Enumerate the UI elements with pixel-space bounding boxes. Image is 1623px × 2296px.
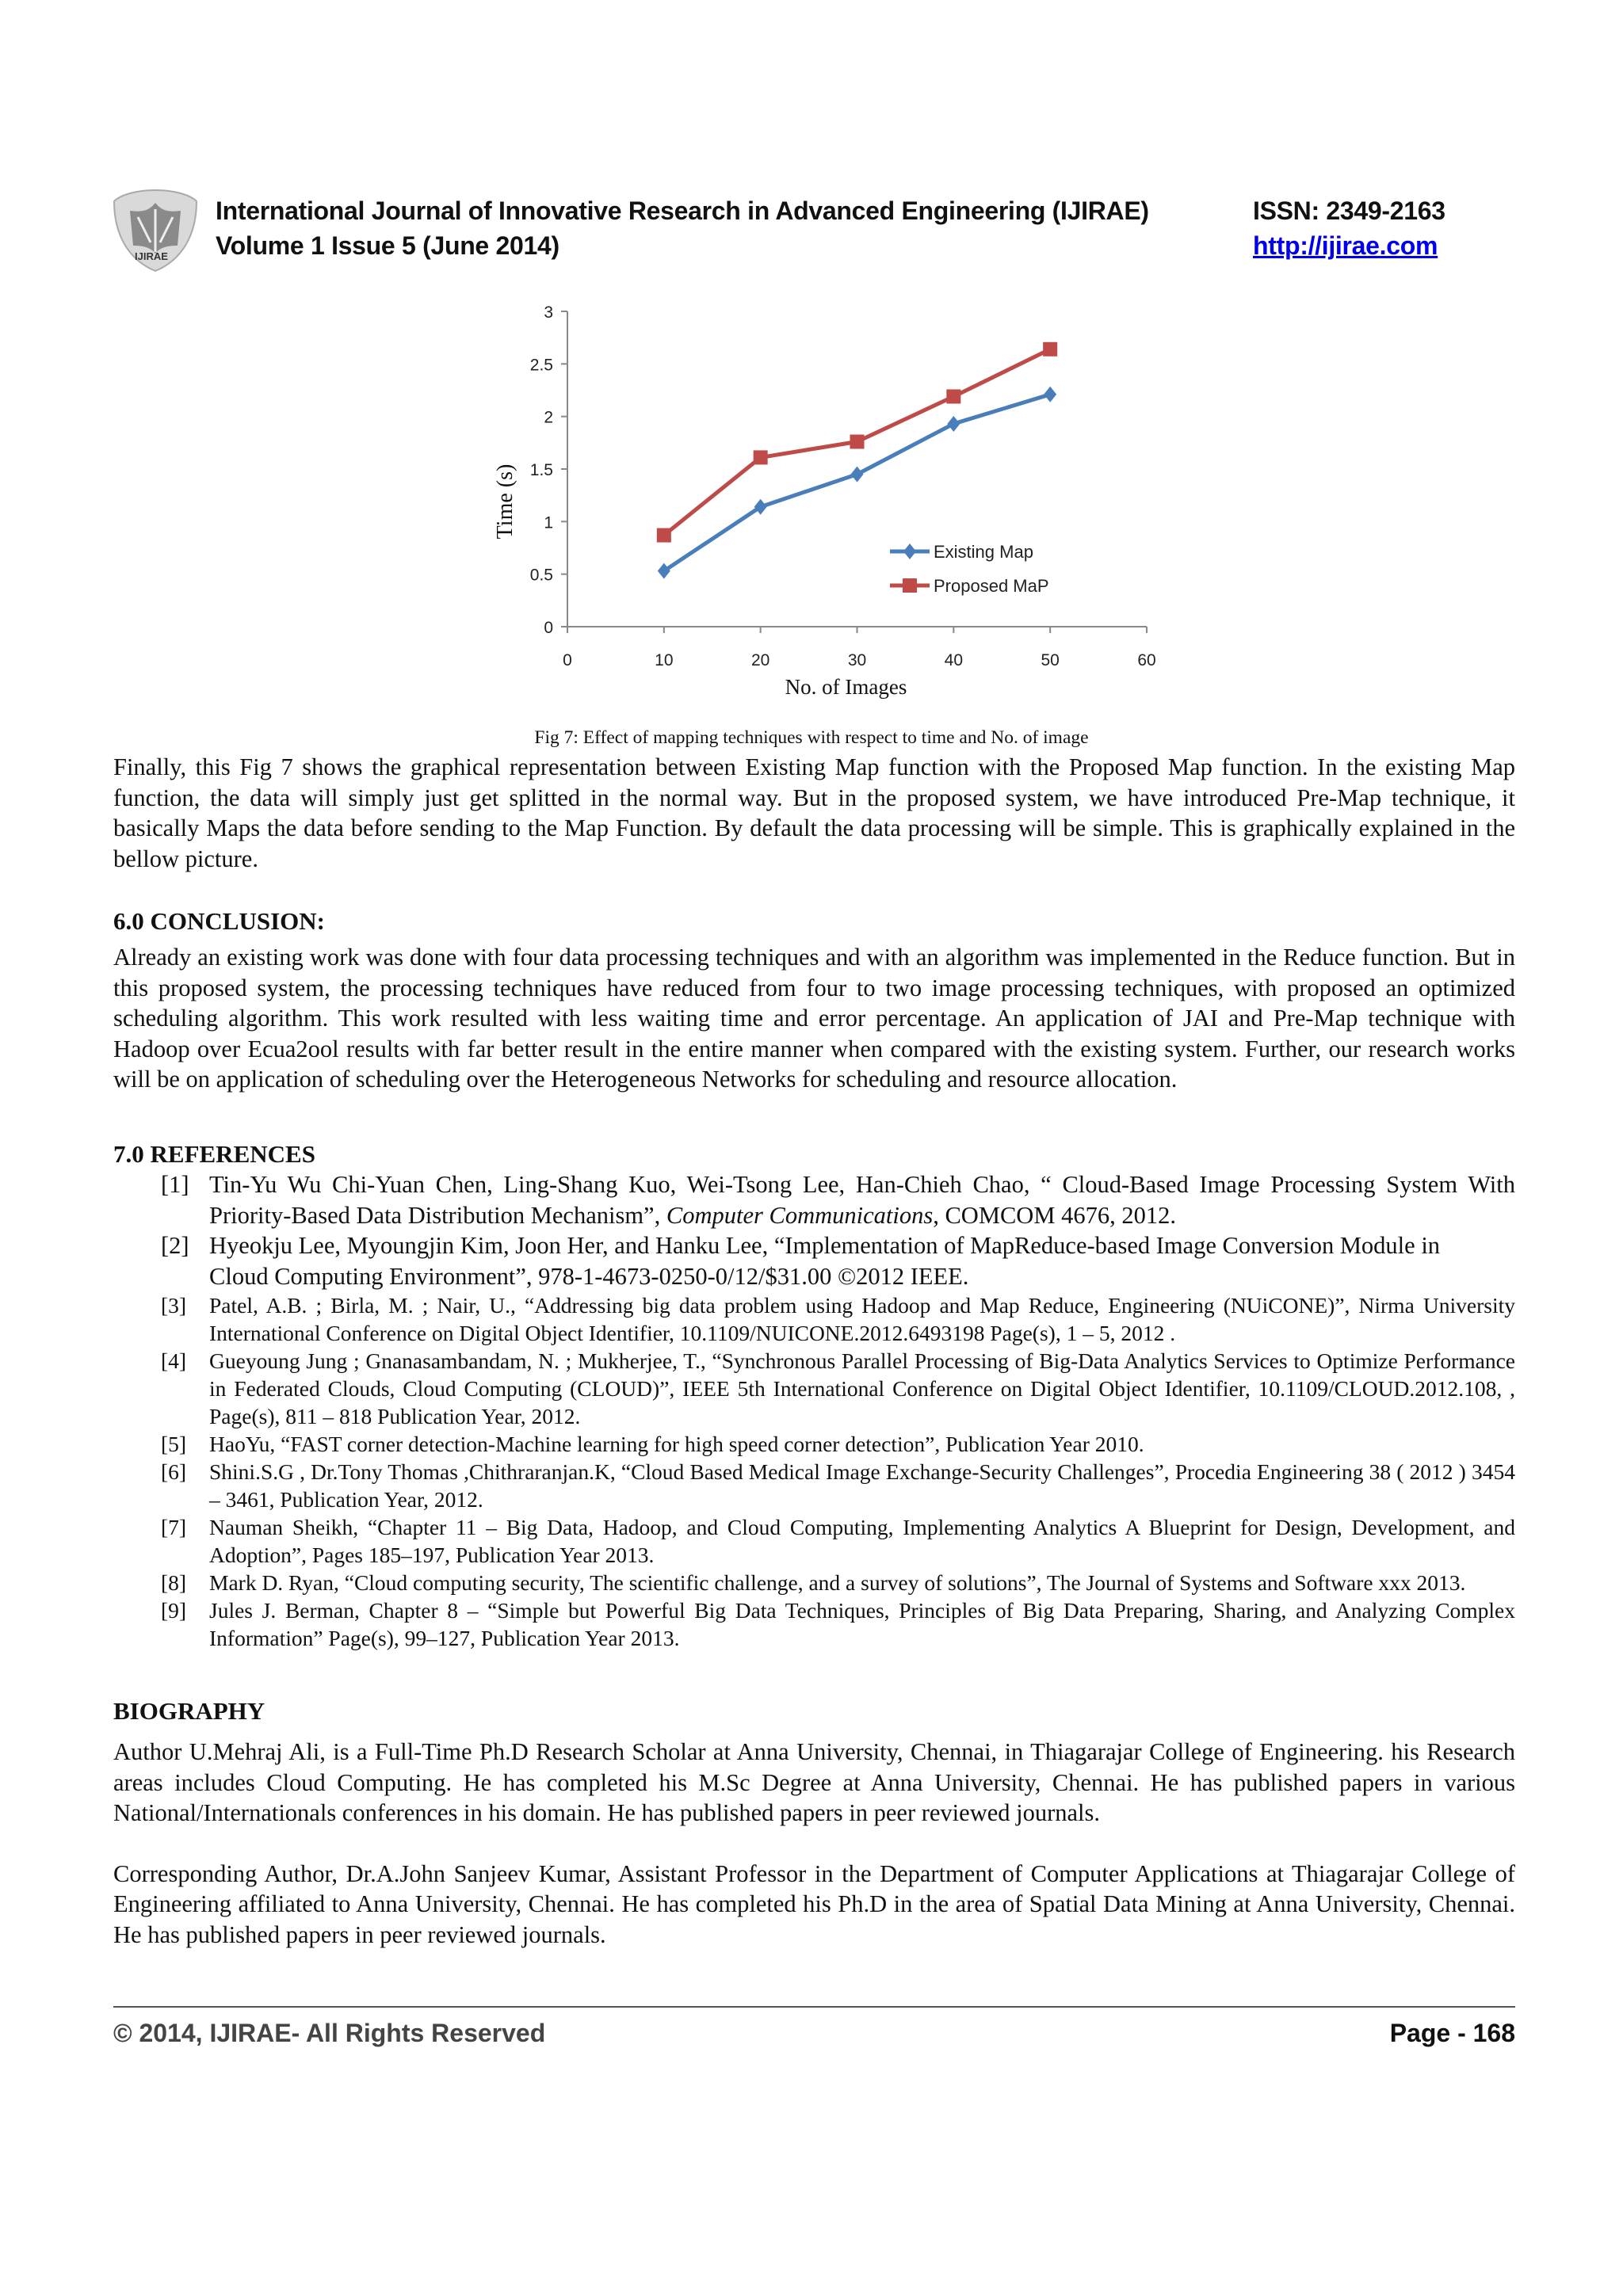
conclusion-heading: 6.0 CONCLUSION: xyxy=(113,907,325,935)
reference-item xyxy=(113,1169,1515,1230)
issn: ISSN: 2349-2163 xyxy=(1253,196,1445,225)
y-tick-label: 3 xyxy=(544,303,553,322)
reference-journal: Computer Communications xyxy=(666,1201,934,1229)
data-point xyxy=(947,416,960,432)
reference-text: Patel, A.B. ; Birla, M. ; Nair, U., “Addressing big data problem using Hadoop and Map Reduce, Engineering (NUiCONE)”, Nirma University International Conference on Digital Object Identifier, 10.1109/NUICONE.2012.6493198 Page(s), 1 – 5, 2012 . xyxy=(209,1293,1515,1346)
reference-number: [9] xyxy=(161,1598,187,1623)
biography-heading: BIOGRAPHY xyxy=(113,1697,265,1725)
x-axis-label: No. of Images xyxy=(785,675,907,699)
footer-rule xyxy=(113,2006,1515,2008)
data-point xyxy=(850,435,865,449)
journal-url[interactable]: http://ijirae.com xyxy=(1253,231,1438,260)
y-tick-label: 2 xyxy=(544,408,553,427)
journal-link[interactable] xyxy=(1253,228,1438,263)
legend-marker xyxy=(903,543,916,559)
biography-paragraph: Corresponding Author, Dr.A.John Sanjeev Kumar, Assistant Professor in the Department of Computer Applications at Thiagarajar College of Engineering affiliated to Anna University, Chennai. He has completed his Ph.D in the area of Spatial Data Mining at Anna University, Chennai. He has published papers in peer reviewed journals. xyxy=(113,1859,1515,1948)
logo-text: IJIRAE xyxy=(135,250,168,262)
figure-caption: Fig 7: Effect of mapping techniques with respect to time and No. of image xyxy=(534,727,1089,748)
y-tick-label: 0 xyxy=(544,619,553,637)
data-point xyxy=(946,389,960,403)
line-chart xyxy=(0,285,1623,713)
legend-marker xyxy=(903,578,917,593)
page-number: Page - 168 xyxy=(1389,2019,1515,2047)
data-point xyxy=(851,467,864,482)
reference-text: , COMCOM 4676, 2012. xyxy=(933,1201,1176,1229)
data-point xyxy=(754,499,767,515)
journal-issue: Volume 1 Issue 5 (June 2014) xyxy=(216,231,559,260)
legend-label: Existing Map xyxy=(934,542,1033,562)
reference-item xyxy=(113,1430,1515,1458)
journal-title: International Journal of Innovative Research in Advanced Engineering (IJIRAE) xyxy=(216,196,1149,225)
x-tick-label: 50 xyxy=(1041,651,1060,669)
x-tick-label: 40 xyxy=(944,651,964,669)
y-tick-label: 2.5 xyxy=(529,356,553,375)
conclusion-text: Already an existing work was done with four data processing techniques and with an algorithm was implemented in the Reduce function. But in this proposed system, the processing techniques have reduced from four to two image processing techniques, with proposed an optimized scheduling algorithm. This work resulted with less waiting time and error percentage. An application of JAI and Pre-Map technique with Hadoop over Ecua2ool results with far better result in the entire manner when compared with the existing system. Further, our research works will be on application of scheduling over the Heterogeneous Networks for scheduling and resource allocation. xyxy=(113,944,1515,1093)
data-point xyxy=(754,450,768,464)
data-point xyxy=(1043,342,1057,357)
reference-number: [5] xyxy=(161,1432,187,1457)
reference-number: [1] xyxy=(161,1171,189,1198)
reference-item xyxy=(113,1230,1515,1291)
x-tick-label: 10 xyxy=(655,651,674,669)
x-tick-label: 0 xyxy=(563,651,572,669)
legend-label: Proposed MaP xyxy=(934,576,1049,596)
data-point xyxy=(658,563,670,579)
y-tick-label: 1.5 xyxy=(529,461,553,479)
reference-item xyxy=(113,1569,1515,1596)
reference-number: [2] xyxy=(161,1232,189,1260)
references-heading: 7.0 REFERENCES xyxy=(113,1140,315,1168)
reference-number: [4] xyxy=(161,1348,187,1374)
reference-text: Jules J. Berman, Chapter 8 – “Simple but Powerful Big Data Techniques, Principles of Big Data Preparing, Sharing, and Analyzing Complex Information” Page(s), 99–127, Publication Year 2013. xyxy=(209,1598,1515,1651)
reference-text: Mark D. Ryan, “Cloud computing security, The scientific challenge, and a survey of solutions”, The Journal of Systems and Software xxx 2013. xyxy=(209,1570,1466,1596)
data-point xyxy=(657,528,671,543)
x-tick-label: 60 xyxy=(1137,651,1156,669)
reference-number: [8] xyxy=(161,1570,187,1596)
intro-paragraph: Finally, this Fig 7 shows the graphical representation between Existing Map function with the Proposed Map function. In the existing Map function, the data will simply just get splitted in the normal way. But in the proposed system, we have introduced Pre-Map technique, it basically Maps the data before sending to the Map Function. By default the data processing will be simple. This is graphically explained in the bellow picture. xyxy=(113,753,1515,872)
y-tick-label: 1 xyxy=(544,513,553,532)
journal-logo xyxy=(111,187,200,274)
reference-number: [7] xyxy=(161,1515,187,1540)
data-point xyxy=(1044,387,1056,402)
x-tick-label: 30 xyxy=(847,651,867,669)
reference-item xyxy=(113,1291,1515,1347)
reference-item xyxy=(113,1513,1515,1569)
biography-paragraph: Author U.Mehraj Ali, is a Full-Time Ph.D Research Scholar at Anna University, Chennai, in Thiagarajar College of Engineering. his Research areas includes Cloud Computing. He has completed his M.Sc Degree at Anna University, Chennai. He has published papers in various National/Internationals conferences in his domain. He has published papers in peer reviewed journals. xyxy=(113,1738,1515,1827)
reference-item xyxy=(113,1347,1515,1430)
y-tick-label: 0.5 xyxy=(529,566,553,585)
reference-number: [3] xyxy=(161,1293,187,1318)
reference-item xyxy=(113,1596,1515,1652)
reference-text: Nauman Sheikh, “Chapter 11 – Big Data, Hadoop, and Cloud Computing, Implementing Analytics A Blueprint for Design, Development, and Adoption”, Pages 185–197, Publication Year 2013. xyxy=(209,1515,1515,1568)
y-axis-label: Time (s) xyxy=(493,463,517,540)
reference-item xyxy=(113,1458,1515,1513)
reference-text: Gueyoung Jung ; Gnanasambandam, N. ; Mukherjee, T., “Synchronous Parallel Processing of Big-Data Analytics Services to Optimize Performance in Federated Clouds, Cloud Computing (CLOUD)”, IEEE 5th International Conference on Digital Object Identifier, 10.1109/CLOUD.2012.108, , Page(s), 811 – 818 Publication Year, 2012. xyxy=(209,1348,1515,1429)
reference-text: HaoYu, “FAST corner detection-Machine learning for high speed corner detection”, Publication Year 2010. xyxy=(209,1432,1144,1457)
reference-text: Hyeokju Lee, Myoungjin Kim, Joon Her, and Hanku Lee, “Implementation of MapReduce-based Image Conversion Module in Cloud Computing Environment”, 978-1-4673-0250-0/12/$31.00 ©2012 IEEE. xyxy=(209,1232,1441,1290)
reference-text: Shini.S.G , Dr.Tony Thomas ,Chithraranjan.K, “Cloud Based Medical Image Exchange-Security Challenges”, Procedia Engineering 38 ( 2012 ) 3454 – 3461, Publication Year, 2012. xyxy=(209,1459,1515,1512)
reference-number: [6] xyxy=(161,1459,187,1485)
copyright: © 2014, IJIRAE- All Rights Reserved xyxy=(113,2019,546,2047)
x-tick-label: 20 xyxy=(750,651,770,669)
reference-text: Tin-Yu Wu Chi-Yuan Chen, Ling-Shang Kuo, Wei-Tsong Lee, Han-Chieh Chao, “ Cloud-Based Image Processing System With Priority-Based Data Distribution Mechanism”, xyxy=(209,1171,1515,1229)
